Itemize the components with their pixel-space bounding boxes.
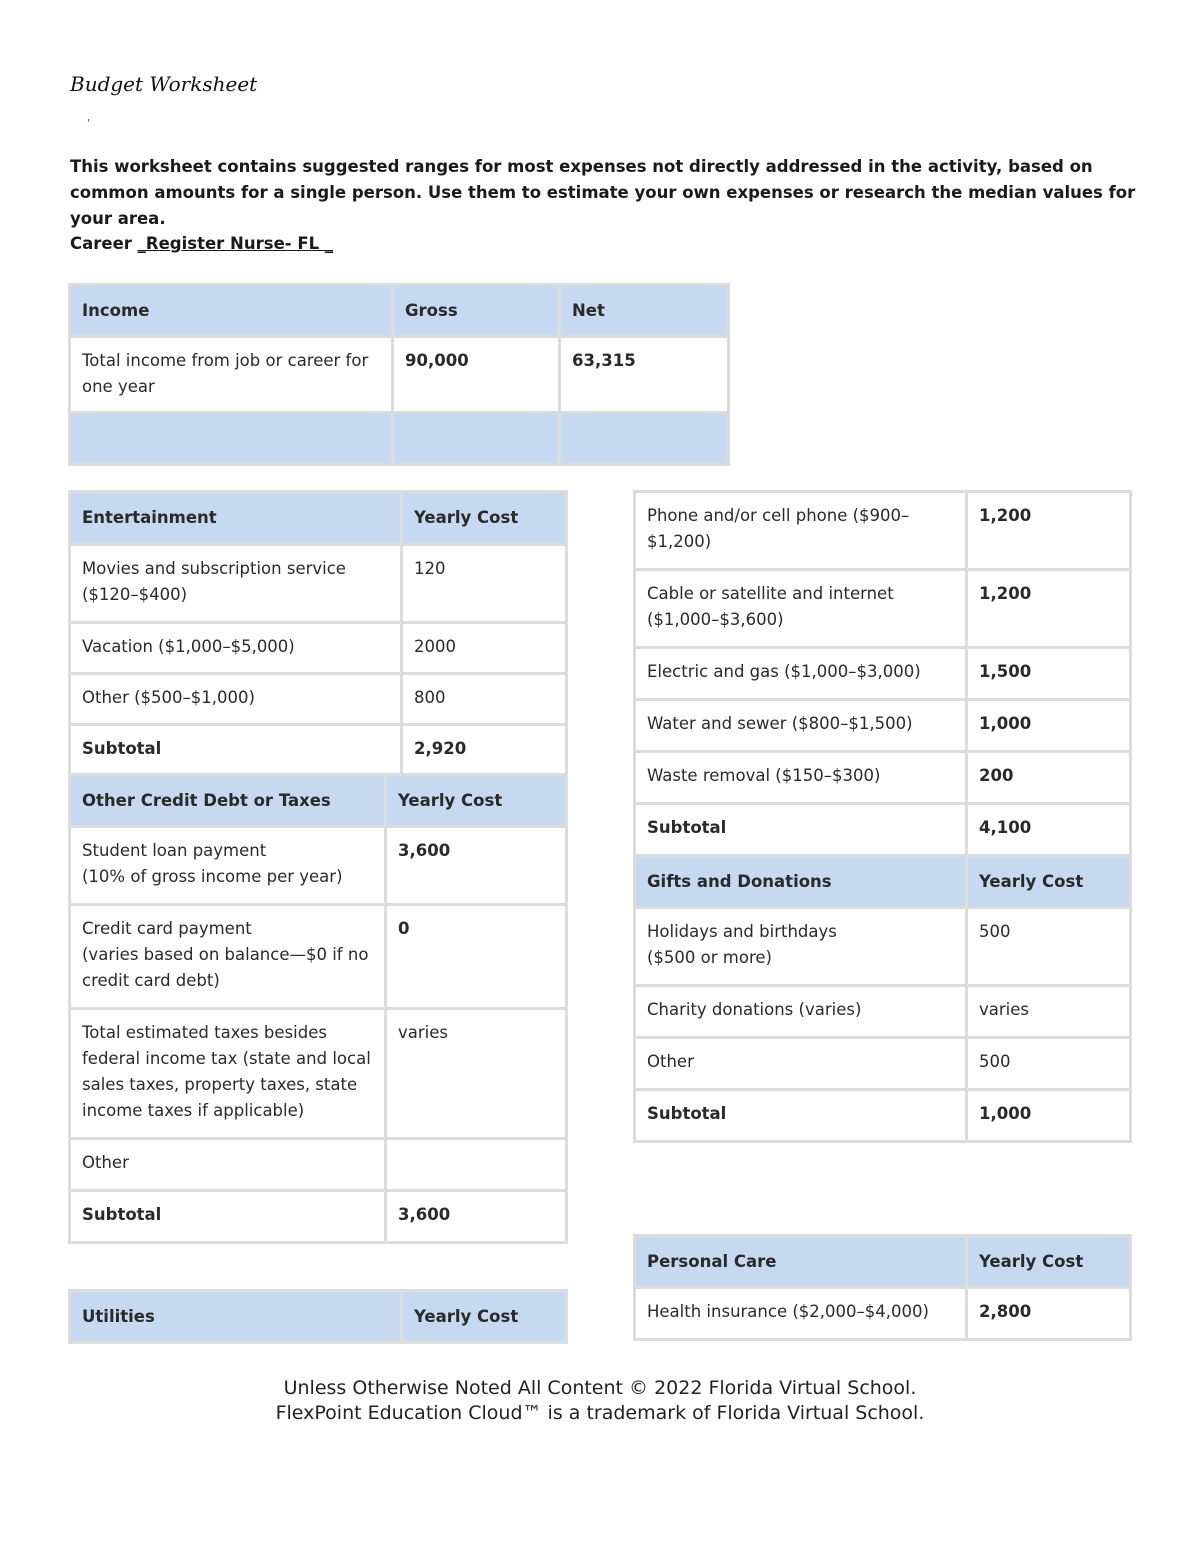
career-value: _Register Nurse- FL _ bbox=[137, 234, 334, 253]
row-value: 800 bbox=[402, 674, 567, 725]
row-value: 1,200 bbox=[967, 570, 1131, 648]
gifts-header-row bbox=[635, 856, 1131, 908]
subtotal-label: Subtotal bbox=[635, 1090, 967, 1142]
footer bbox=[0, 1376, 1200, 1426]
row-label: Water and sewer ($800–$1,500) bbox=[635, 700, 967, 752]
row-label-line: Credit card payment bbox=[82, 919, 252, 938]
personal-care-table bbox=[633, 1234, 1132, 1341]
table-row bbox=[70, 1009, 567, 1139]
subtotal-value: 2,920 bbox=[402, 725, 567, 776]
row-value: 1,200 bbox=[967, 492, 1131, 570]
yearly-cost-header: Yearly Cost bbox=[967, 1236, 1131, 1288]
row-label: Movies and subscription service ($120–$400) bbox=[70, 545, 402, 623]
utilities-header-row bbox=[70, 1291, 567, 1343]
row-label-note: ($500 or more) bbox=[647, 948, 772, 967]
subtotal-row bbox=[635, 804, 1131, 856]
footer-copyright: Unless Otherwise Noted All Content © 2022 Florida Virtual School. bbox=[283, 1377, 917, 1399]
credit-header-row bbox=[70, 775, 567, 827]
intro-paragraph: This worksheet contains suggested ranges for most expenses not directly addressed in the activity, based on common amounts for a single person. Use them to estimate your own expenses or research the median values for your area. bbox=[70, 157, 1136, 228]
income-label: Total income from job or career for one year bbox=[70, 337, 393, 413]
row-label-line: Holidays and birthdays bbox=[647, 922, 837, 941]
subtotal-label: Subtotal bbox=[70, 1191, 386, 1243]
utilities-table bbox=[68, 1289, 568, 1344]
subtotal-label: Subtotal bbox=[70, 725, 402, 776]
net-header: Net bbox=[560, 285, 729, 337]
row-label: Other ($500–$1,000) bbox=[70, 674, 402, 725]
table-row bbox=[70, 827, 567, 905]
row-label-note: (10% of gross income per year) bbox=[82, 867, 343, 886]
income-header: Income bbox=[70, 285, 393, 337]
table-row bbox=[70, 545, 567, 623]
row-value: 2,800 bbox=[967, 1288, 1131, 1340]
table-row bbox=[70, 623, 567, 674]
row-label: Health insurance ($2,000–$4,000) bbox=[635, 1288, 967, 1340]
row-label: Vacation ($1,000–$5,000) bbox=[70, 623, 402, 674]
table-row bbox=[635, 752, 1131, 804]
subtotal-value: 4,100 bbox=[967, 804, 1131, 856]
table-row bbox=[635, 1288, 1131, 1340]
subtotal-row bbox=[635, 1090, 1131, 1142]
net-value: 63,315 bbox=[560, 337, 729, 413]
row-label bbox=[635, 908, 967, 986]
row-label bbox=[70, 827, 386, 905]
row-value: 2000 bbox=[402, 623, 567, 674]
row-label: Total estimated taxes besides federal income tax (state and local sales taxes, property taxes, state income taxes if applicable) bbox=[70, 1009, 386, 1139]
row-value: 0 bbox=[386, 905, 567, 1009]
table-row bbox=[70, 905, 567, 1009]
table-row bbox=[70, 1139, 567, 1191]
gross-header: Gross bbox=[393, 285, 560, 337]
row-label: Waste removal ($150–$300) bbox=[635, 752, 967, 804]
table-row bbox=[635, 908, 1131, 986]
row-value: 1,500 bbox=[967, 648, 1131, 700]
table-row bbox=[635, 570, 1131, 648]
table-row bbox=[70, 337, 729, 413]
career-label: Career bbox=[70, 234, 132, 253]
utilities-header: Utilities bbox=[70, 1291, 402, 1343]
subtotal-row bbox=[70, 1191, 567, 1243]
row-label bbox=[70, 905, 386, 1009]
subtotal-value: 1,000 bbox=[967, 1090, 1131, 1142]
table-row bbox=[70, 674, 567, 725]
blank-row bbox=[70, 413, 729, 465]
subtotal-label: Subtotal bbox=[635, 804, 967, 856]
subtotal-value: 3,600 bbox=[386, 1191, 567, 1243]
row-value: 200 bbox=[967, 752, 1131, 804]
row-value: 500 bbox=[967, 1038, 1131, 1090]
row-value: 120 bbox=[402, 545, 567, 623]
row-value: varies bbox=[386, 1009, 567, 1139]
income-table bbox=[68, 283, 730, 466]
row-label-line: Student loan payment bbox=[82, 841, 267, 860]
personal-care-header: Personal Care bbox=[635, 1236, 967, 1288]
table-row bbox=[635, 492, 1131, 570]
document-title: Budget Worksheet bbox=[70, 72, 258, 96]
row-value: 3,600 bbox=[386, 827, 567, 905]
blank-cell bbox=[393, 413, 560, 465]
table-row bbox=[635, 700, 1131, 752]
yearly-cost-header: Yearly Cost bbox=[402, 492, 567, 545]
row-value: varies bbox=[967, 986, 1131, 1038]
gross-value: 90,000 bbox=[393, 337, 560, 413]
entertainment-header: Entertainment bbox=[70, 492, 402, 545]
row-label: Electric and gas ($1,000–$3,000) bbox=[635, 648, 967, 700]
row-label: Other bbox=[70, 1139, 386, 1191]
entertainment-table bbox=[68, 490, 568, 777]
row-label: Cable or satellite and internet ($1,000–$3,600) bbox=[635, 570, 967, 648]
row-value bbox=[386, 1139, 567, 1191]
row-value: 1,000 bbox=[967, 700, 1131, 752]
row-label-note: (varies based on balance—$0 if no credit card debt) bbox=[82, 945, 369, 990]
table-row bbox=[635, 986, 1131, 1038]
career-line bbox=[70, 234, 333, 253]
yearly-cost-header: Yearly Cost bbox=[386, 775, 567, 827]
footer-trademark: FlexPoint Education Cloud™ is a trademark of Florida Virtual School. bbox=[275, 1402, 925, 1424]
row-label: Phone and/or cell phone ($900–$1,200) bbox=[635, 492, 967, 570]
row-label: Other bbox=[635, 1038, 967, 1090]
yearly-cost-header: Yearly Cost bbox=[967, 856, 1131, 908]
subtotal-row bbox=[70, 725, 567, 776]
gifts-header: Gifts and Donations bbox=[635, 856, 967, 908]
stray-mark: ' bbox=[87, 118, 90, 129]
personal-care-header-row bbox=[635, 1236, 1131, 1288]
row-value: 500 bbox=[967, 908, 1131, 986]
credit-debt-table bbox=[68, 773, 568, 1244]
utilities-continued-table bbox=[633, 490, 1132, 1143]
blank-cell bbox=[560, 413, 729, 465]
yearly-cost-header: Yearly Cost bbox=[402, 1291, 567, 1343]
entertainment-header-row bbox=[70, 492, 567, 545]
blank-cell bbox=[70, 413, 393, 465]
credit-header: Other Credit Debt or Taxes bbox=[70, 775, 386, 827]
table-row bbox=[635, 1038, 1131, 1090]
income-header-row bbox=[70, 285, 729, 337]
row-label: Charity donations (varies) bbox=[635, 986, 967, 1038]
table-row bbox=[635, 648, 1131, 700]
